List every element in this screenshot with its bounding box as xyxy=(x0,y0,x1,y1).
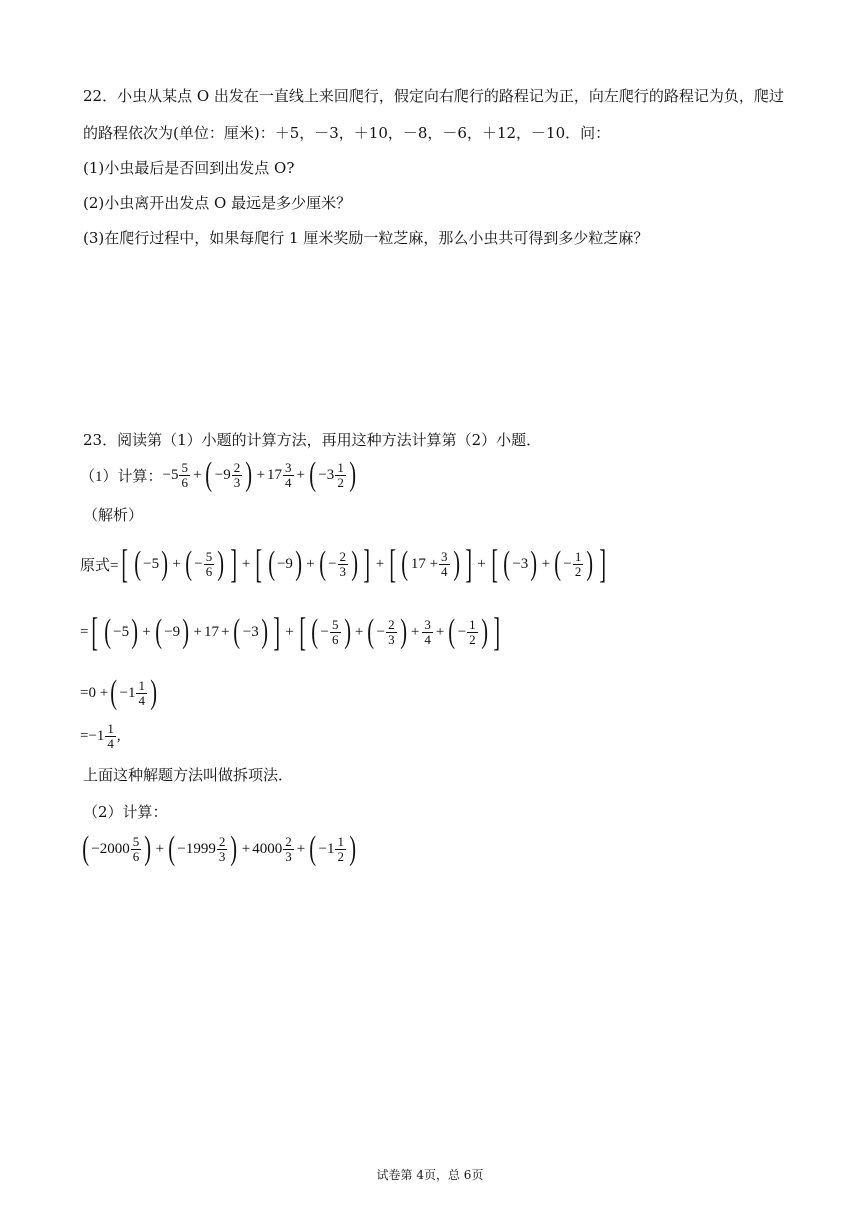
q23-intro: 23．阅读第（1）小题的计算方法，再用这种方法计算第（2）小题． xyxy=(83,431,542,449)
q22-sub2: (2)小虫离开出发点 O 最远是多少厘米？ xyxy=(83,194,352,212)
q23-solution-step1: 原式= [ ( −5 ) + ( − $\frac{5}{6}$ ) ] + [ ( −9 ) + ( − $\frac{2}{3}$ ) ] + [ ( 17 + $\frac{3}{4}$ ) ] + [ ( −3 ) + ( − $\frac{1}{2}$ ) ] xyxy=(80,541,606,586)
q22-sub1: (1)小虫最后是否回到出发点 O? xyxy=(83,159,295,177)
q23-part1 xyxy=(80,458,358,492)
q23-part2-label: （2）计算： xyxy=(83,803,168,821)
q23-analysis-label: （解析） xyxy=(83,506,144,524)
q23-part1-label: （1）计算： xyxy=(80,468,163,485)
q23-solution-step2: = [ ( −5 ) + ( −9 ) + 17 + ( −3 ) ] + [ ( − $\frac{5}{6}$ ) + ( − $\frac{2}{3}$ ) + $\frac{3}{4}$ + ( − $\frac{1}{2}$ ) ] xyxy=(80,609,500,654)
q22-line2: 的路程依次为(单位：厘米)：＋5，－3，＋10，－8，－6，＋12，－10．问： xyxy=(83,124,611,142)
q22-sub3: (3)在爬行过程中，如果每爬行 1 厘米奖励一粒芝麻，那么小虫共可得到多少粒芝麻？ xyxy=(83,229,649,247)
q23-solution-step4: =−1 $\frac{1}{4}$ , xyxy=(80,721,121,751)
q23-method-note: 上面这种解题方法叫做拆项法． xyxy=(83,766,294,784)
q23-part2-expression: ( −2000 $\frac{5}{6}$ ) + ( −1999 $\frac{2}{3}$ ) + 4000 $\frac{2}{3}$ + ( −1 $\frac{1}{2}$ ) xyxy=(82,830,357,867)
q23-solution-step3: =0 + ( −1 $\frac{1}{4}$ ) xyxy=(80,674,158,711)
page-footer: 试卷第 4页，总 6页 xyxy=(376,1168,484,1182)
q22-line1: 22．小虫从某点 O 出发在一直线上来回爬行，假定向右爬行的路程记为正，向左爬行的路程记为负，爬过 xyxy=(83,87,784,105)
q23-part1-expression: −5 $\frac{5}{6}$ + ( −9 $\frac{2}{3}$ ) + 17 $\frac{3}{4}$ + ( −3 $\frac{1}{2}$ ) xyxy=(162,456,356,493)
q23-step1-prefix: 原式= xyxy=(80,557,119,574)
